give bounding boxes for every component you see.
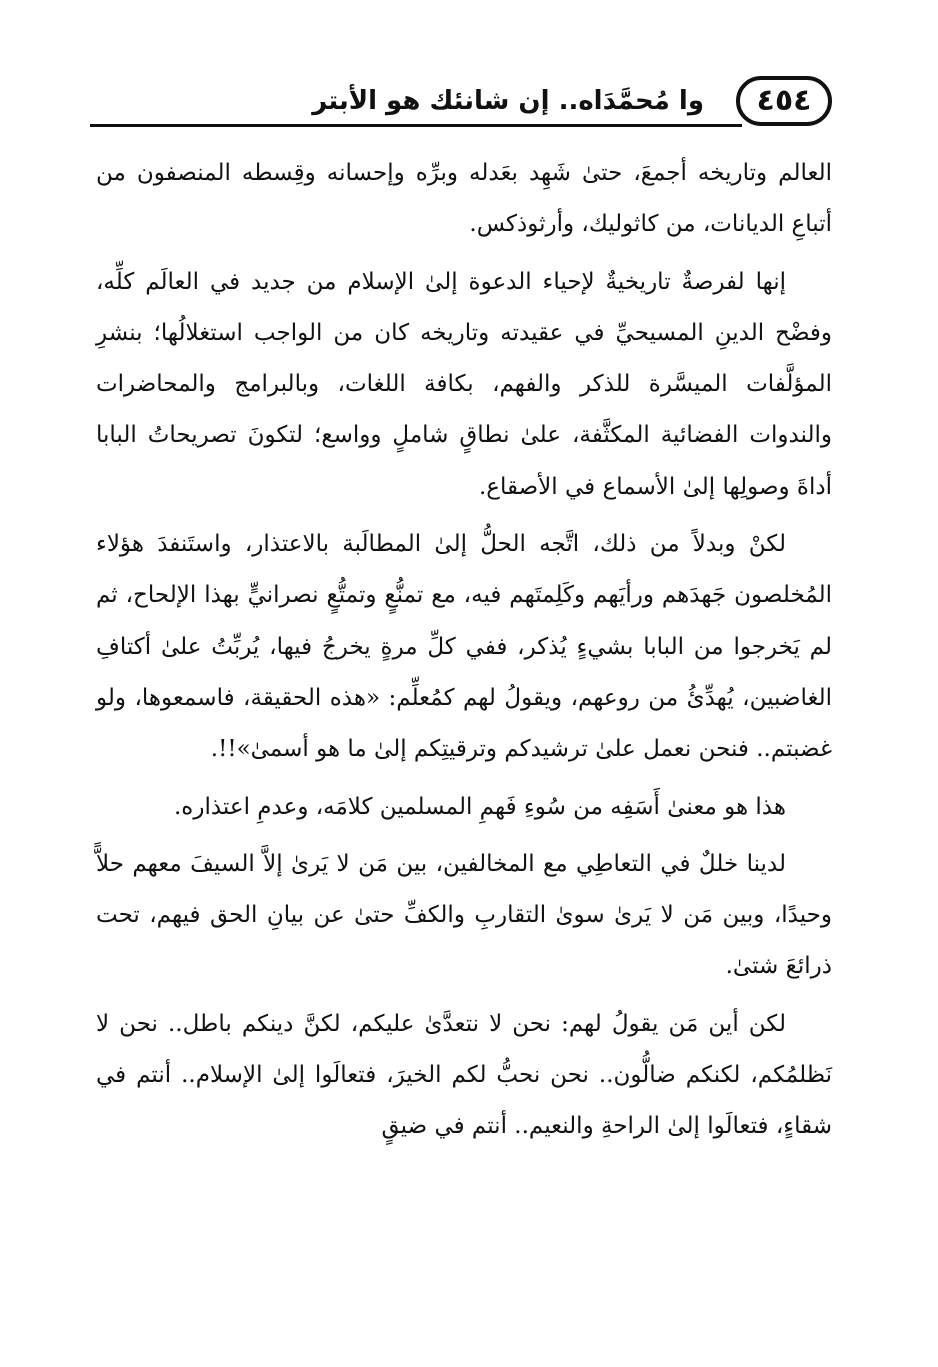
header-rule [90, 124, 742, 127]
paragraph-3: لكنْ وبدلاً من ذلك، اتَّجه الحلُّ إلىٰ المطالَبة بالاعتذار، واستَنفدَ هؤلاء المُخلصون جَهدَهم ورأيَهم وكَلِمتَهم فيه، مع تمنُّعٍ وتمتُّعٍ نصرانيٍّ بهذا الإلحاح، ثم لم يَخرجوا من البابا بشيءٍ يُذكر، ففي كلِّ مرةٍ يخرجُ فيها، يُربِّتُ علىٰ أكتافِ الغاضبين، يُهدِّئُ من روعهم، ويقولُ لهم كمُعلِّم: «هذه الحقيقة، فاسمعوها، ولو غضبتم.. فنحن نعمل علىٰ ترشيدكم وترقيتِكم إلىٰ ما هو أسمىٰ»!!. [96, 531, 832, 763]
paragraph-4: هذا هو معنىٰ أَسَفِه من سُوءِ فَهمِ المسلمين كلامَه، وعدمِ اعتذاره. [173, 793, 786, 820]
paragraph-5: لدينا خللٌ في التعاطِي مع المخالفين، بين مَن لا يَرىٰ إلاَّ السيفَ معهم حلاًّ وحيدًا، وبين مَن لا يَرىٰ سوىٰ التقاربِ والكفِّ حتىٰ عن بيانِ الحق فيهم، تحت ذرائعَ شتىٰ. [96, 850, 832, 980]
paragraph-1: العالم وتاريخه أجمعَ، حتىٰ شَهِد بعَدله وبرِّه وإحسانه وقِسطه المنصفون من أتباعِ الديانات، من كاثوليك، وأرثوذكس. [96, 160, 832, 238]
body-text [96, 148, 832, 1159]
paragraph-6: لكن أين مَن يقولُ لهم: نحن لا نتعدَّىٰ عليكم، لكنَّ دينكم باطل.. نحن لا نَظلمُكم، لكنكم ضالُّون.. نحن نحبُّ لكم الخيرَ، فتعالَوا إلىٰ الإسلام.. أنتم في شقاءٍ، فتعالَوا إلىٰ الراحةِ والنعيم.. أنتم في ضيقٍ [96, 1010, 832, 1140]
running-title: وا مُحمَّدَاه.. إن شانئك هو الأبتر [312, 86, 704, 116]
page-header [90, 68, 832, 132]
page-number: ٤٥٤ [736, 76, 832, 126]
paragraph-2: إنها لفرصةٌ تاريخيةٌ لإحياء الدعوة إلىٰ الإسلام من جديد في العالَم كلِّه، وفضْح الدينِ المسيحيِّ في عقيدته وتاريخه كان من الواجب استغلالُها؛ بنشرِ المؤلَّفات الميسَّرة للذكر والفهم، بكافة اللغات، وبالبرامج والمحاضرات والندوات الفضائية المكثَّفة، علىٰ نطاقٍ شاملٍ وواسع؛ لتكونَ تصريحاتُ البابا أداةَ وصولِها إلىٰ الأسماع في الأصقاع. [96, 268, 832, 500]
